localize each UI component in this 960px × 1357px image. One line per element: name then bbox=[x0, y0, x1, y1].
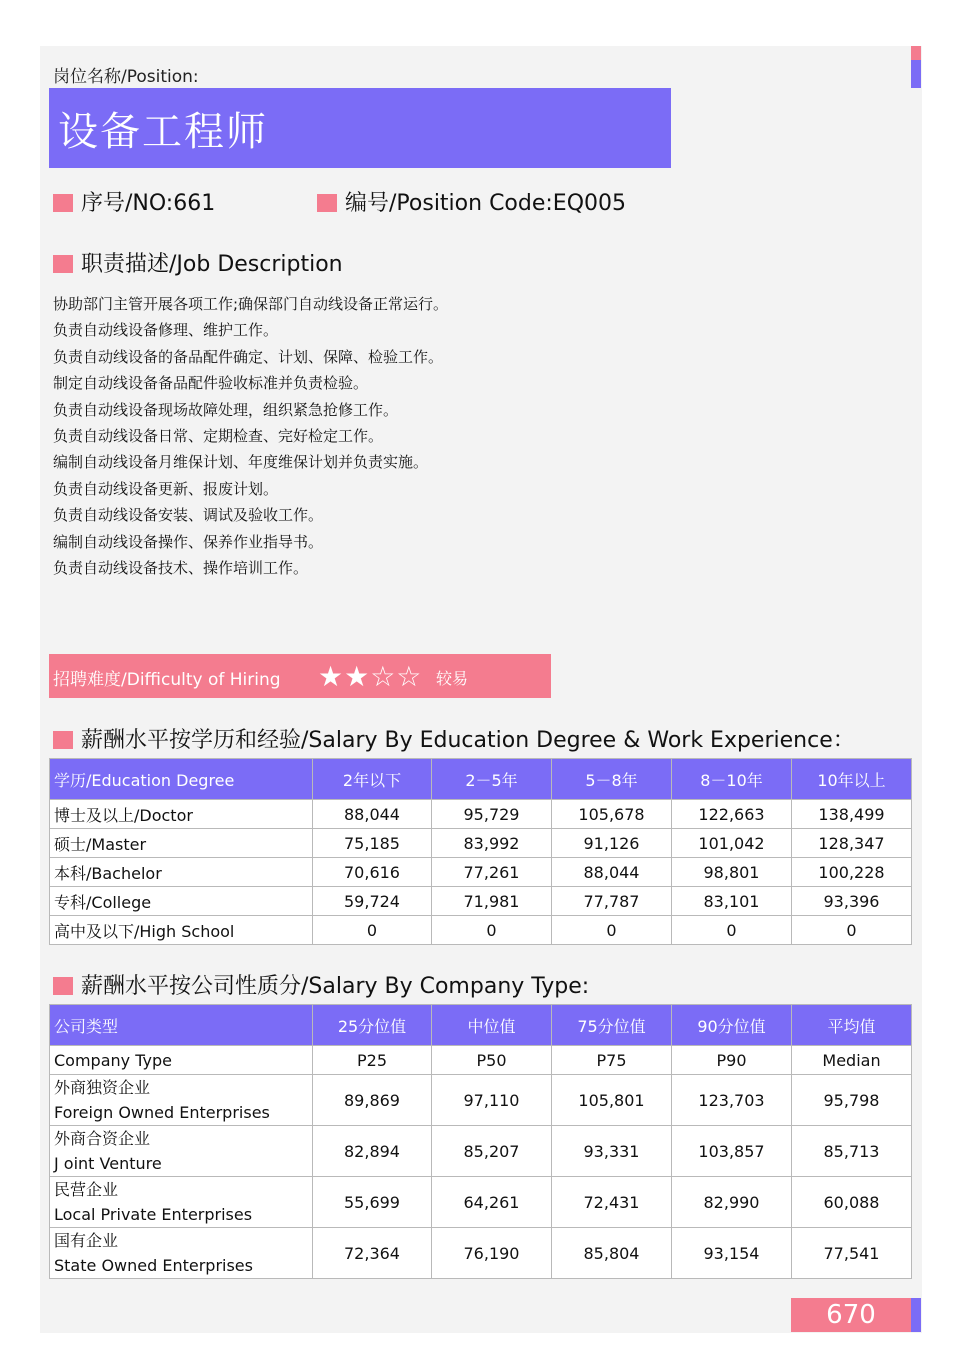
bullet-square-icon bbox=[53, 731, 73, 749]
table-cell: 59,724 bbox=[313, 887, 432, 916]
job-description-heading bbox=[53, 247, 343, 278]
table-row bbox=[50, 1126, 912, 1177]
table-cell: 77,541 bbox=[792, 1228, 912, 1279]
table-row bbox=[50, 829, 912, 858]
row-label bbox=[50, 1228, 313, 1279]
row-label: 硕士/Master bbox=[50, 829, 313, 858]
salary-company-heading bbox=[53, 969, 589, 1000]
row-label-en: J oint Venture bbox=[54, 1154, 162, 1173]
star-rating-icon: ★★☆☆ bbox=[318, 660, 423, 693]
table-cell: 85,804 bbox=[552, 1228, 672, 1279]
table-row bbox=[50, 1177, 912, 1228]
table-cell: 76,190 bbox=[432, 1228, 552, 1279]
column-header: 90分位值 bbox=[672, 1005, 792, 1046]
row-label bbox=[50, 1126, 313, 1177]
subheader-cell: Median bbox=[792, 1046, 912, 1075]
list-item: 制定自动线设备备品配件验收标准并负责检验。 bbox=[53, 374, 369, 393]
table-cell: 101,042 bbox=[672, 829, 792, 858]
table-cell: 105,801 bbox=[552, 1075, 672, 1126]
table-cell: 72,364 bbox=[313, 1228, 432, 1279]
subheader-cell: P50 bbox=[432, 1046, 552, 1075]
table-cell: 93,331 bbox=[552, 1126, 672, 1177]
column-header: 公司类型 bbox=[50, 1005, 313, 1046]
list-item: 负责自动线设备现场故障处理，组织紧急抢修工作。 bbox=[53, 400, 399, 419]
row-label-en: State Owned Enterprises bbox=[54, 1256, 253, 1275]
table-cell: 0 bbox=[432, 916, 552, 945]
table-cell: 122,663 bbox=[672, 800, 792, 829]
row-label bbox=[50, 1177, 313, 1228]
table-row bbox=[50, 1075, 912, 1126]
table-row bbox=[50, 800, 912, 829]
row-label-zh: 外商独资企业 bbox=[54, 1078, 151, 1097]
table-header-row bbox=[50, 1005, 912, 1046]
bullet-square-icon bbox=[53, 977, 73, 995]
position-code-text: 编号/Position Code:EQ005 bbox=[345, 191, 627, 216]
table-cell: 0 bbox=[552, 916, 672, 945]
row-label-zh: 国有企业 bbox=[54, 1231, 119, 1250]
table-cell: 100,228 bbox=[792, 858, 912, 887]
table-cell: 88,044 bbox=[552, 858, 672, 887]
salary-education-table bbox=[49, 758, 912, 945]
row-label bbox=[50, 1075, 313, 1126]
hiring-difficulty-level: 较易 bbox=[436, 669, 469, 688]
salary-education-heading-text: 薪酬水平按学历和经验/Salary By Education Degree & Work Experience： bbox=[81, 728, 855, 753]
table-cell: 88,044 bbox=[313, 800, 432, 829]
bullet-square-icon bbox=[53, 255, 73, 273]
table-cell: 93,154 bbox=[672, 1228, 792, 1279]
table-cell: 0 bbox=[672, 916, 792, 945]
column-header: 25分位值 bbox=[313, 1005, 432, 1046]
serial-number-text: 序号/NO:661 bbox=[81, 191, 216, 216]
table-cell: 95,729 bbox=[432, 800, 552, 829]
table-cell: 55,699 bbox=[313, 1177, 432, 1228]
page-number: 670 bbox=[826, 1300, 876, 1330]
list-item: 负责自动线设备的备品配件确定、计划、保障、检验工作。 bbox=[53, 347, 444, 366]
job-description-heading-text: 职责描述/Job Description bbox=[81, 252, 343, 277]
table-cell: 97,110 bbox=[432, 1075, 552, 1126]
column-header: 中位值 bbox=[432, 1005, 552, 1046]
table-cell: 85,713 bbox=[792, 1126, 912, 1177]
list-item: 负责自动线设备安装、调试及验收工作。 bbox=[53, 506, 324, 525]
list-item: 负责自动线设备修理、维护工作。 bbox=[53, 321, 279, 340]
row-label-zh: 外商合资企业 bbox=[54, 1129, 151, 1148]
column-header: 10年以上 bbox=[792, 759, 912, 800]
position-label: 岗位名称/Position: bbox=[53, 67, 199, 87]
table-cell: 89,869 bbox=[313, 1075, 432, 1126]
table-row bbox=[50, 887, 912, 916]
hiring-difficulty-label: 招聘难度/Difficulty of Hiring bbox=[53, 670, 281, 690]
salary-education-heading bbox=[53, 723, 855, 754]
table-cell: 91,126 bbox=[552, 829, 672, 858]
table-cell: 70,616 bbox=[313, 858, 432, 887]
column-header: 2－5年 bbox=[432, 759, 552, 800]
column-header: 平均值 bbox=[792, 1005, 912, 1046]
table-cell: 105,678 bbox=[552, 800, 672, 829]
table-cell: 82,990 bbox=[672, 1177, 792, 1228]
table-cell: 93,396 bbox=[792, 887, 912, 916]
list-item: 负责自动线设备日常、定期检查、完好检定工作。 bbox=[53, 426, 384, 445]
bullet-square-icon bbox=[53, 194, 73, 212]
table-cell: 64,261 bbox=[432, 1177, 552, 1228]
table-cell: 60,088 bbox=[792, 1177, 912, 1228]
list-item: 负责自动线设备更新、报废计划。 bbox=[53, 479, 279, 498]
page-title: 设备工程师 bbox=[58, 109, 268, 155]
table-cell: 75,185 bbox=[313, 829, 432, 858]
table-cell: 72,431 bbox=[552, 1177, 672, 1228]
subheader-cell: P25 bbox=[313, 1046, 432, 1075]
position-code bbox=[317, 186, 626, 217]
table-cell: 95,798 bbox=[792, 1075, 912, 1126]
table-row bbox=[50, 1228, 912, 1279]
row-label-zh: 民营企业 bbox=[54, 1180, 119, 1199]
row-label-en: Foreign Owned Enterprises bbox=[54, 1103, 270, 1122]
subheader-cell: Company Type bbox=[50, 1046, 313, 1075]
salary-company-table bbox=[49, 1004, 912, 1279]
subheader-cell: P90 bbox=[672, 1046, 792, 1075]
column-header: 75分位值 bbox=[552, 1005, 672, 1046]
table-row bbox=[50, 858, 912, 887]
row-label-en: Local Private Enterprises bbox=[54, 1205, 253, 1224]
table-cell: 83,992 bbox=[432, 829, 552, 858]
row-label: 博士及以上/Doctor bbox=[50, 800, 313, 829]
table-cell: 77,261 bbox=[432, 858, 552, 887]
table-cell: 0 bbox=[313, 916, 432, 945]
subheader-cell: P75 bbox=[552, 1046, 672, 1075]
table-cell: 85,207 bbox=[432, 1126, 552, 1177]
job-description-list bbox=[53, 292, 448, 582]
list-item: 协助部门主管开展各项工作;确保部门自动线设备正常运行。 bbox=[53, 295, 449, 313]
table-cell: 128,347 bbox=[792, 829, 912, 858]
row-label: 专科/College bbox=[50, 887, 313, 916]
serial-number bbox=[53, 186, 215, 217]
table-cell: 83,101 bbox=[672, 887, 792, 916]
column-header: 8－10年 bbox=[672, 759, 792, 800]
list-item: 编制自动线设备月维保计划、年度维保计划并负责实施。 bbox=[53, 453, 429, 472]
table-cell: 123,703 bbox=[672, 1075, 792, 1126]
column-header: 2年以下 bbox=[313, 759, 432, 800]
table-cell: 82,894 bbox=[313, 1126, 432, 1177]
table-cell: 103,857 bbox=[672, 1126, 792, 1177]
list-item: 编制自动线设备操作、保养作业指导书。 bbox=[53, 532, 324, 551]
corner-accent bbox=[911, 46, 921, 88]
page-number-accent bbox=[911, 1298, 921, 1332]
column-header: 学历/Education Degree bbox=[50, 759, 313, 800]
table-subheader-row bbox=[50, 1046, 912, 1075]
column-header: 5－8年 bbox=[552, 759, 672, 800]
salary-company-heading-text: 薪酬水平按公司性质分/Salary By Company Type: bbox=[81, 974, 590, 999]
list-item: 负责自动线设备技术、操作培训工作。 bbox=[53, 558, 309, 577]
table-cell: 77,787 bbox=[552, 887, 672, 916]
row-label: 本科/Bachelor bbox=[50, 858, 313, 887]
table-cell: 138,499 bbox=[792, 800, 912, 829]
table-row bbox=[50, 916, 912, 945]
table-header-row bbox=[50, 759, 912, 800]
row-label: 高中及以下/High School bbox=[50, 916, 313, 945]
table-cell: 71,981 bbox=[432, 887, 552, 916]
table-cell: 0 bbox=[792, 916, 912, 945]
table-cell: 98,801 bbox=[672, 858, 792, 887]
bullet-square-icon bbox=[317, 194, 337, 212]
